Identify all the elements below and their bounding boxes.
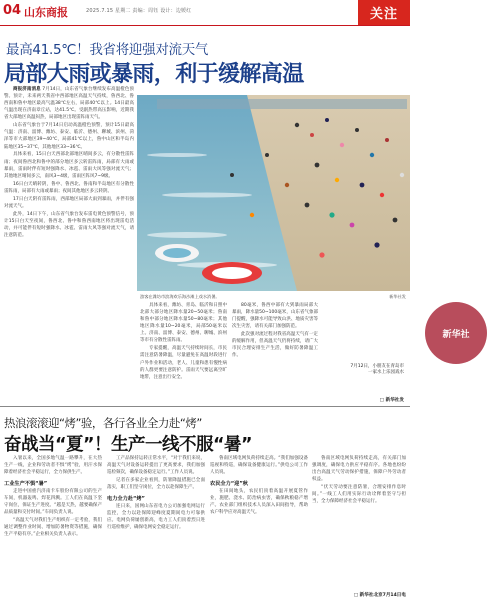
paragraph: 具体来看，15日白天西部北部地区晴间多云，有分散性雷阵雨；夜间鲁西北和鲁中的部分地区多云转雷阵雨，局部有大雨或暴雨，雷雨时伴有短时强降水、冰雹、雷雨大风等强对流天气；其他地区晴间多云，南风3~4级，雷雨区阵风7~9级。 [4,152,134,179]
subheading: 农民全力“迎”秋 [210,481,248,488]
paragraph: 商报济南消息 7月14日，山东省气象台继续发布高温橙色预警。预计，未来两天我省中西部地区高温天气持续，鲁西北、鲁西南和鲁中地区最高气温38℃左右，局部40℃以上。14日最高气温出现在济南章丘站，达41.5℃。受副热带高压影响，近期我省大部地区高温闷热，局部地区出现雷阵雨天气。 [4,87,134,121]
paragraph: 专家提醒，高温天气持续时间长，市民需注意防暑降温，尽量避免在高温时段进行户外作业和活动，老人、儿童和患有慢性病的人群更要注意防护。雷雨天气要远离空旷地带，注意出行安全。 [140,346,227,380]
beach-scene-image [137,95,410,291]
paragraph: 鲁南区域电网负荷持续走高，有关部门加强调度，确保电力供应平稳有序。各地也纷纷出台高温天气劳动保护措施，保障户外劳动者权益。 [312,456,406,483]
photo-stamp: 新华社 [425,302,487,364]
section-tag: 关注 [358,0,410,25]
photo-inset-caption: 7月12日，小朋友在青岛市 一家水上乐园戏水 [350,364,404,375]
story2-column-1 [4,455,102,595]
paragraph: 此外，14日下午，山东省气象台发布雷电黄色预警信号，预计15日白天至夜间，鲁西北、鲁中和鲁西南地区将出现雷电活动，并可能伴有短时强降水、冰雹、雷雨大风等强对流天气，请注意防范。 [4,211,134,238]
story1-column-2 [140,302,227,394]
paragraph: “伏天劳动要注意防暑，合理安排作息时间。”一线工人们用实际行动诠释着坚守与担当，全力保障经济社会平稳运行。 [312,485,406,505]
story1-column-3 [232,302,318,394]
paragraph: 在田间地头，农民们顶着高温开展夏管作业，施肥、浇水、防治病虫害，确保秋粮稳产增产。农业部门组织技术人员深入田间指导，帮助农户科学应对高温天气。 [210,489,308,516]
story2-column-4 [312,455,406,591]
story1-byline: □ 新华社发 [379,398,404,403]
paragraph: 记者在多家企业看到，防暑降温措施已全面落实，职工们坚守岗位，全力以赴保障生产。 [107,478,205,491]
issue-meta: 2025.7.15 星期二 责编：周钰 设计：边媛红 [86,8,192,14]
story1-column-1 [4,86,134,402]
paragraph: 工产品保持运转正常水平，“对于我们来说，高温天气对设备运转提出了更高要求，我们加强巡检频次，确保设备稳定运行。”工作人员说。 [107,456,205,476]
page-header [0,0,410,26]
paragraph: 80毫米，鲁西中部有大到暴雨局部大暴雨，降水量50~100毫米，山东省气象部门提醒，强降水可能导致山洪、地质灾害等次生灾害，请有关部门加强防范。 [232,303,318,330]
paragraph: 入暑以来，全国多地气温一路攀升，在大热生产一线，企业和劳动者不惧“烤”验，用汗水保障着经济社会平稳运行，全力保供生产。 [4,456,102,476]
story2-column-3 [210,455,308,595]
subheading: 电力全力赴“烤” [107,496,145,503]
story2-column-2 [107,455,205,595]
paragraph: 17日白天阴有雷阵雨，西部地区局部大雨到暴雨，并伴有强对流天气。 [4,196,134,209]
photo-caption: 游客在潍坊市滨海欢乐海沙滩上戏水消暑。 [140,294,220,299]
photo-credit: 新华社发 [389,294,406,299]
paragraph: 此次强对流过程对我省高温天气有一定的缓解作用，但高温天气仍将持续，请广大市民合理安排生产生活，做好防暑降温工作。 [232,332,318,359]
subheading: 工业生产不惧“暑” [4,481,48,488]
paragraph: 16日白天晴转阴，鲁中、鲁西北、鲁南和半岛地区有分散性雷阵雨，局部有大雨或暴雨；夜间其他地区多云转阴。 [4,181,134,194]
paragraph: “高温天气对我们生产组织有一定考验，我们通过调整作业时间、增加防暑物资等措施，确保生产平稳有序。”企业相关负责人表示。 [4,518,102,538]
page-number: 04 [3,3,22,18]
story1-kicker: 最高41.5℃！我省将迎强对流天气 [6,42,209,58]
section-divider [0,406,410,407]
story2-kicker: 热浪滚滚迎“烤”验，各行各业全力赴“烤” [4,416,202,430]
story2-byline: □ 新华社北京7月14日电 [353,593,406,598]
story2-headline: 奋战当“夏”！生产一线不服“暑” [4,435,253,455]
paragraph: 走进中国重汽济南卡车股份有限公司的生产车间，机器轰鸣、焊花四溅。工人们在高温下坚守岗位，保证生产进度。“越是天热，越要确保产品质量和交付时间。”车间负责人说。 [4,489,102,516]
paragraph: 连日来，国网山东省电力公司加强电网运行监控，全力以赴保障迎峰度夏期间电力可靠供应。电网负荷屡创新高，电力工人们顶着烈日进行巡检维护，确保电网安全稳定运行。 [107,504,205,531]
paragraph: 山东省气象台于7月14日启动高温橙色预警，预计15日最高气温：济南、淄博、潍坊、泰安、临沂、德州、聊城、滨州、菏泽等市大部地区39~40℃，局部41℃以上，鲁中山区和半岛内陆地区35~37℃，其他地区33~36℃。 [4,123,134,150]
story1-headline: 局部大雨或暴雨，利于缓解高温 [4,62,304,87]
paragraph: 具体来看，潍坊、青岛、临沂和日照中北部大部分地区降水量20~50毫米；鲁南和鲁中部分地区降水量50~80毫米；其他地区降水量10~20毫米，局部50毫米以上。济南、淄博、泰安、德州、聊城、滨州等市有分散性雷阵雨。 [140,303,227,344]
lead-in: 商报济南消息 [13,87,41,92]
paragraph: 鲁南区域电网负荷持续走高。“我们加强设备巡视和特巡，确保设备健康运行。”供电公司工作人员说。 [210,456,308,476]
newspaper-brand: 山东商报 [24,6,68,19]
